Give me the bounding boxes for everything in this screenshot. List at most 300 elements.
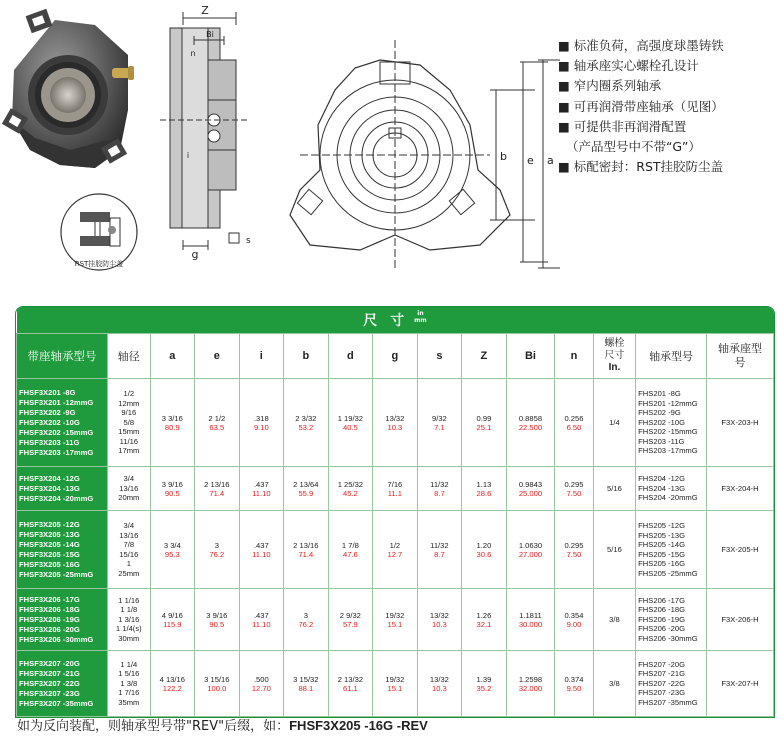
value-inch: 3 3/4 [163, 540, 181, 550]
value-inch: 3 [214, 540, 219, 550]
dim-bi-cell [506, 379, 555, 467]
model-number: FHSF3X204 -13G [19, 483, 80, 493]
header-bearing: 轴承型号 [636, 334, 707, 379]
bearing-number: FHS207 -23G [638, 688, 686, 698]
dim-n-cell [555, 467, 593, 511]
model-number: FHSF3X206 -18G [19, 604, 80, 614]
shaft-size: 15mm [118, 427, 140, 437]
dim-b-cell [284, 511, 329, 589]
value-mm: 122.2 [162, 683, 182, 693]
bearing-number: FHS205 -16G [638, 559, 686, 568]
bearing-number: FHS205 -15G [638, 549, 686, 559]
shaft-cell [108, 511, 150, 589]
header-bolt: 螺栓尺寸 In. [593, 334, 635, 379]
bearing-number: FHS202 -9G [638, 408, 681, 418]
dim-d-cell [328, 379, 373, 467]
value-mm: 7.50 [566, 549, 582, 559]
value-mm: 63.5 [209, 422, 225, 432]
feature-item: ■ 窄内圈系列轴承 [558, 78, 662, 94]
value-mm: 9.50 [566, 683, 582, 693]
header-e: e [195, 334, 240, 379]
bearing-number: FHS202 -10G [638, 417, 686, 427]
dim-e-label: e [527, 154, 534, 167]
dim-n-label: n [190, 49, 196, 58]
value-inch: 4 9/16 [161, 610, 183, 620]
shaft-size: 5/8 [123, 417, 135, 427]
shaft-size: 13/16 [119, 483, 139, 493]
value-inch: 3 9/16 [206, 610, 228, 620]
dim-n-cell [555, 651, 593, 717]
value-inch: 9/32 [432, 413, 447, 423]
dim-g-cell [373, 379, 418, 467]
shaft-size: 17mm [118, 446, 140, 456]
value-mm: 115.9 [163, 619, 182, 629]
value-mm: 40.5 [342, 422, 358, 432]
bearing-number: FHS206 -20G [638, 624, 686, 634]
value-mm: 10.3 [432, 683, 447, 693]
model-number: FHSF3X205 -15G [19, 549, 80, 559]
value-mm: 12.7 [387, 549, 403, 559]
value-inch: 1.1811 [519, 610, 542, 620]
bearing-number: FHS207 -22G [638, 678, 686, 688]
dim-z-cell [462, 379, 507, 467]
shaft-size: 9/16 [121, 408, 137, 418]
bearing-cell [636, 651, 707, 717]
value-inch: .437 [253, 610, 269, 620]
model-number: FHSF3X207 -35mmG [19, 698, 94, 708]
value-mm: 28.6 [476, 488, 492, 498]
value-inch: 2 13/16 [204, 479, 230, 489]
bearing-number: FHS202 -15mmG [638, 427, 698, 437]
bearing-cell [636, 467, 707, 511]
bearing-number: FHS204 -13G [638, 483, 686, 493]
housing-cell: F3X-207-H [706, 651, 773, 717]
value-inch: 1 25/32 [337, 479, 364, 489]
value-mm: 12.70 [251, 683, 271, 693]
feature-item: ■ 可提供非再润滑配置 [558, 118, 687, 134]
dim-i-cell [239, 511, 284, 589]
bearing-number: FHS206 -17G [638, 595, 686, 605]
table-row [17, 511, 774, 589]
shaft-size: 7/8 [123, 540, 135, 549]
value-inch: 2 13/32 [337, 674, 364, 684]
model-number: FHSF3X207 -21G [19, 668, 80, 678]
dim-n-cell [555, 589, 593, 651]
dim-i-cell [239, 379, 284, 467]
bearing-photo [2, 9, 134, 168]
bearing-number: FHS207 -21G [638, 669, 686, 679]
dim-z-cell [462, 467, 507, 511]
bearing-number: FHS205 -14G [638, 540, 686, 549]
side-view [160, 12, 250, 250]
value-inch: 13/32 [429, 610, 449, 620]
model-number: FHSF3X204 -12G [19, 473, 80, 483]
dim-g-label: g [191, 248, 199, 261]
table-header-row [17, 334, 774, 379]
value-inch: 1.13 [476, 479, 492, 489]
value-inch: 3 9/16 [161, 479, 183, 489]
model-number: FHSF3X205 -25mmG [19, 569, 94, 579]
value-mm: 35.2 [476, 683, 492, 693]
shaft-size: 25mm [118, 568, 140, 578]
bolt-cell: 3/8 [593, 589, 635, 651]
dim-s-cell [417, 651, 462, 717]
bearing-number: FHS206 -19G [638, 614, 686, 624]
value-mm: 57.9 [342, 619, 358, 629]
value-inch: 3 15/16 [204, 674, 230, 684]
bearing-number: FHS203 -11G [638, 436, 685, 446]
dim-bi-cell [506, 651, 555, 717]
value-mm: 30.6 [476, 549, 492, 559]
value-inch: 11/32 [430, 479, 449, 489]
header-bi: Bi [506, 334, 555, 379]
value-mm: 90.5 [209, 619, 225, 629]
dim-b-label: b [500, 150, 507, 163]
value-inch: 2 1/2 [208, 413, 226, 423]
dim-d-cell [328, 467, 373, 511]
dim-i-cell [239, 467, 284, 511]
value-inch: 1 19/32 [337, 413, 364, 423]
bearing-number: FHS205 -25mmG [638, 568, 698, 578]
shaft-size: 1 3/8 [120, 678, 138, 688]
bearing-cell [636, 511, 707, 589]
table-title: 尺 寸 in mm [17, 307, 774, 334]
dim-n-cell [555, 511, 593, 589]
header-housing: 轴承座型号 [706, 334, 773, 379]
shaft-size: 3/4 [123, 521, 135, 530]
bearing-number: FHS203 -17mmG [638, 446, 698, 456]
value-inch: 2 3/32 [295, 413, 317, 423]
shaft-size: 1 1/4(s) [115, 624, 142, 634]
bearing-number: FHS205 -13G [638, 530, 686, 540]
value-mm: 32.000 [518, 683, 543, 693]
value-inch: 2 13/16 [293, 540, 319, 550]
value-mm: 32.1 [476, 619, 492, 629]
header-model: 带座轴承型号 [17, 334, 108, 379]
bearing-number: FHS204 -20mmG [638, 493, 698, 503]
value-mm: 61.1 [342, 683, 358, 693]
value-mm: 80.9 [164, 422, 180, 432]
value-inch: 1.20 [476, 540, 492, 550]
model-cell [17, 379, 108, 467]
table-row [17, 589, 774, 651]
dim-a-cell [150, 651, 195, 717]
header-g: g [373, 334, 418, 379]
value-inch: 2 13/64 [293, 479, 319, 489]
dim-a-label: a [547, 154, 554, 167]
model-number: FHSF3X206 -17G [19, 594, 80, 604]
shaft-size: 15/16 [119, 549, 139, 559]
dim-g-cell [373, 589, 418, 651]
dim-z-label: Z [201, 4, 209, 17]
shaft-size: 1 1/16 [118, 595, 140, 605]
dim-s-cell [417, 589, 462, 651]
value-inch: 13/32 [385, 413, 405, 423]
shaft-size: 3/4 [123, 474, 135, 484]
value-inch: 19/32 [385, 674, 405, 684]
value-mm: 8.7 [434, 488, 445, 498]
model-number: FHSF3X202 -9G [19, 407, 76, 417]
bearing-number: FHS201 -8G [638, 389, 681, 399]
feature-list [558, 36, 773, 177]
value-mm: 45.2 [342, 488, 358, 498]
model-number: FHSF3X205 -13G [19, 529, 80, 539]
value-mm: 53.2 [298, 422, 314, 432]
dim-e-cell [195, 651, 240, 717]
model-number: FHSF3X201 -12mmG [19, 397, 94, 407]
model-number: FHSF3X206 -19G [19, 614, 80, 624]
value-inch: 0.374 [564, 674, 584, 684]
table-title-row [17, 307, 774, 334]
dim-g-cell [373, 651, 418, 717]
housing-cell: F3X-205-H [706, 511, 773, 589]
value-mm: 10.3 [387, 422, 403, 432]
value-inch: 3 3/16 [161, 413, 183, 423]
header-shaft: 轴径 [108, 334, 150, 379]
value-mm: 22.500 [518, 422, 543, 432]
value-inch: 0.295 [564, 479, 584, 489]
dim-b-cell [284, 379, 329, 467]
header-a: a [150, 334, 195, 379]
value-mm: 47.6 [342, 549, 358, 559]
housing-cell: F3X-203-H [706, 379, 773, 467]
model-number: FHSF3X206 -30mmG [19, 634, 94, 644]
bearing-cell [636, 589, 707, 651]
dim-b-cell [284, 467, 329, 511]
dim-n-cell [555, 379, 593, 467]
value-mm: 11.10 [252, 488, 271, 498]
bolt-cell: 3/8 [593, 651, 635, 717]
shaft-size: 1 1/4 [120, 659, 138, 669]
header-i: i [239, 334, 284, 379]
dim-i-label: i [186, 151, 190, 160]
value-mm: 10.3 [432, 619, 447, 629]
shaft-cell [108, 379, 150, 467]
dim-s-cell [417, 379, 462, 467]
value-mm: 6.50 [566, 422, 582, 432]
value-mm: 30.000 [518, 619, 543, 629]
model-cell [17, 511, 108, 589]
header-z: Z [462, 334, 507, 379]
model-number: FHSF3X203 -11G [19, 437, 80, 447]
model-cell [17, 467, 108, 511]
model-number: FHSF3X202 -15mmG [19, 427, 94, 437]
bearing-number: FHS207 -20G [638, 659, 686, 669]
header-d: d [328, 334, 373, 379]
model-number: FHSF3X207 -22G [19, 678, 80, 688]
shaft-size: 35mm [118, 697, 140, 707]
shaft-size: 20mm [118, 493, 140, 503]
dim-bi-cell [506, 467, 555, 511]
model-number: FHSF3X203 -17mmG [19, 447, 94, 457]
shaft-size: 1/2 [123, 389, 135, 399]
value-inch: 13/32 [429, 674, 449, 684]
bearing-number: FHS206 -30mmG [638, 633, 698, 643]
value-mm: 95.3 [164, 549, 180, 559]
value-mm: 15.1 [387, 619, 403, 629]
model-cell [17, 589, 108, 651]
dim-s-cell [417, 467, 462, 511]
bolt-cell: 5/16 [593, 467, 635, 511]
value-inch: 4 13/16 [159, 674, 185, 684]
value-mm: 11.1 [387, 488, 402, 498]
model-number: FHSF3X206 -20G [19, 624, 80, 634]
dim-e-cell [195, 511, 240, 589]
bearing-number: FHS206 -18G [638, 605, 686, 615]
value-mm: 100.0 [207, 683, 227, 693]
value-mm: 76.2 [209, 549, 225, 559]
bearing-number: FHS207 -35mmG [638, 697, 698, 707]
dim-g-cell [373, 467, 418, 511]
value-mm: 55.9 [298, 488, 314, 498]
value-mm: 11.10 [252, 619, 271, 629]
dim-a-cell [150, 467, 195, 511]
value-inch: .318 [253, 413, 269, 423]
bolt-cell: 1/4 [593, 379, 635, 467]
value-inch: 2 9/32 [339, 610, 361, 620]
shaft-size: 1 1/8 [120, 605, 138, 615]
value-inch: 0.256 [564, 413, 584, 423]
dim-e-cell [195, 379, 240, 467]
bearing-number: FHS205 -12G [638, 521, 686, 530]
value-mm: 90.5 [164, 488, 180, 498]
bearing-cell [636, 379, 707, 467]
model-number: FHSF3X202 -10G [19, 417, 80, 427]
header-b: b [284, 334, 329, 379]
value-inch: 11/32 [430, 540, 449, 550]
front-view [290, 40, 560, 270]
dim-z-cell [462, 511, 507, 589]
value-inch: 3 15/32 [293, 674, 319, 684]
shaft-size: 1 7/16 [118, 688, 140, 698]
dim-a-cell [150, 379, 195, 467]
dim-b-cell [284, 651, 329, 717]
value-inch: .500 [253, 674, 269, 684]
value-mm: 71.4 [298, 549, 314, 559]
value-inch: .437 [253, 540, 269, 550]
shaft-cell [108, 651, 150, 717]
value-inch: 1.2598 [518, 674, 543, 684]
dim-z-cell [462, 589, 507, 651]
model-number: FHSF3X205 -12G [19, 519, 80, 529]
dim-d-cell [328, 589, 373, 651]
dim-e-cell [195, 467, 240, 511]
value-inch: 0.295 [564, 540, 584, 550]
value-inch: .437 [253, 479, 269, 489]
value-inch: 3 [303, 610, 308, 620]
dim-b-cell [284, 589, 329, 651]
model-number: FHSF3X201 -8G [19, 387, 76, 397]
value-inch: 1.0630 [518, 540, 543, 550]
feature-item: ■ 可再润滑带座轴承（见图） [558, 98, 724, 114]
value-mm: 76.2 [298, 619, 314, 629]
table-row [17, 379, 774, 467]
model-number: FHSF3X204 -20mmG [19, 493, 94, 503]
housing-cell: F3X-204-H [706, 467, 773, 511]
feature-item: （产品型号中不带“G”） [565, 139, 701, 155]
value-mm: 9.00 [566, 619, 582, 629]
footer-text: 如为反向装配，则轴承型号带"REV"后缀，如： [17, 719, 290, 734]
value-inch: 1/2 [389, 540, 401, 550]
dim-s-cell [417, 511, 462, 589]
feature-item: ■ 标配密封：RST挂胶防尘盖 [558, 159, 724, 175]
feature-item: ■ 轴承座实心螺栓孔设计 [558, 58, 699, 74]
dim-d-cell [328, 651, 373, 717]
shaft-size: 1 5/16 [118, 669, 140, 679]
value-mm: 15.1 [387, 683, 403, 693]
dim-bi-cell [506, 589, 555, 651]
shaft-size: 30mm [118, 633, 140, 643]
value-mm: 27.000 [518, 549, 543, 559]
shaft-size: 1 [126, 559, 131, 568]
footer-note [17, 715, 428, 734]
feature-item: ■ 标准负荷，高强度球墨铸铁 [558, 38, 724, 53]
seal-label: RST挂胶防尘盖 [74, 260, 124, 268]
value-inch: 7/16 [387, 479, 403, 489]
model-cell [17, 651, 108, 717]
model-number: FHSF3X205 -14G [19, 539, 80, 549]
bolt-cell: 5/16 [593, 511, 635, 589]
table-row [17, 651, 774, 717]
housing-cell: F3X-206-H [706, 589, 773, 651]
dim-e-cell [195, 589, 240, 651]
footer-example: FHSF3X205 -16G -REV [289, 718, 428, 733]
dim-g-cell [373, 511, 418, 589]
value-inch: 0.99 [476, 413, 492, 423]
dim-bi-label: Bi [206, 30, 214, 39]
shaft-cell [108, 589, 150, 651]
model-number: FHSF3X207 -23G [19, 688, 80, 698]
value-mm: 8.7 [434, 549, 445, 559]
model-number: FHSF3X207 -20G [19, 658, 80, 668]
value-mm: 71.4 [209, 488, 225, 498]
value-inch: 0.8858 [518, 413, 543, 423]
value-inch: 1 7/8 [341, 540, 359, 550]
value-inch: 1.26 [476, 610, 492, 620]
bearing-number: FHS204 -12G [638, 474, 686, 484]
model-number: FHSF3X205 -16G [19, 559, 80, 569]
dim-a-cell [150, 511, 195, 589]
value-inch: 19/32 [385, 610, 405, 620]
shaft-size: 1 3/16 [118, 614, 140, 624]
value-mm: 7.50 [566, 488, 582, 498]
dim-s-label: s [246, 236, 251, 246]
dim-i-cell [239, 651, 284, 717]
shaft-size: 13/16 [119, 530, 139, 540]
dim-i-cell [239, 589, 284, 651]
header-s: s [417, 334, 462, 379]
value-inch: 0.9843 [518, 479, 543, 489]
shaft-size: 12mm [118, 398, 140, 408]
value-mm: 88.1 [298, 683, 314, 693]
value-mm: 25.1 [476, 422, 492, 432]
dimension-table [15, 306, 775, 718]
shaft-cell [108, 467, 150, 511]
shaft-size: 11/16 [119, 436, 139, 446]
dim-a-cell [150, 589, 195, 651]
value-inch: 0.354 [564, 610, 584, 620]
dim-z-cell [462, 651, 507, 717]
dim-d-cell [328, 511, 373, 589]
value-mm: 25.000 [518, 488, 543, 498]
header-n: n [555, 334, 593, 379]
seal-detail [61, 194, 137, 270]
value-inch: 1.39 [476, 674, 492, 684]
value-mm: 9.10 [253, 422, 269, 432]
value-mm: 7.1 [434, 422, 445, 432]
table-row [17, 467, 774, 511]
dim-bi-cell [506, 511, 555, 589]
